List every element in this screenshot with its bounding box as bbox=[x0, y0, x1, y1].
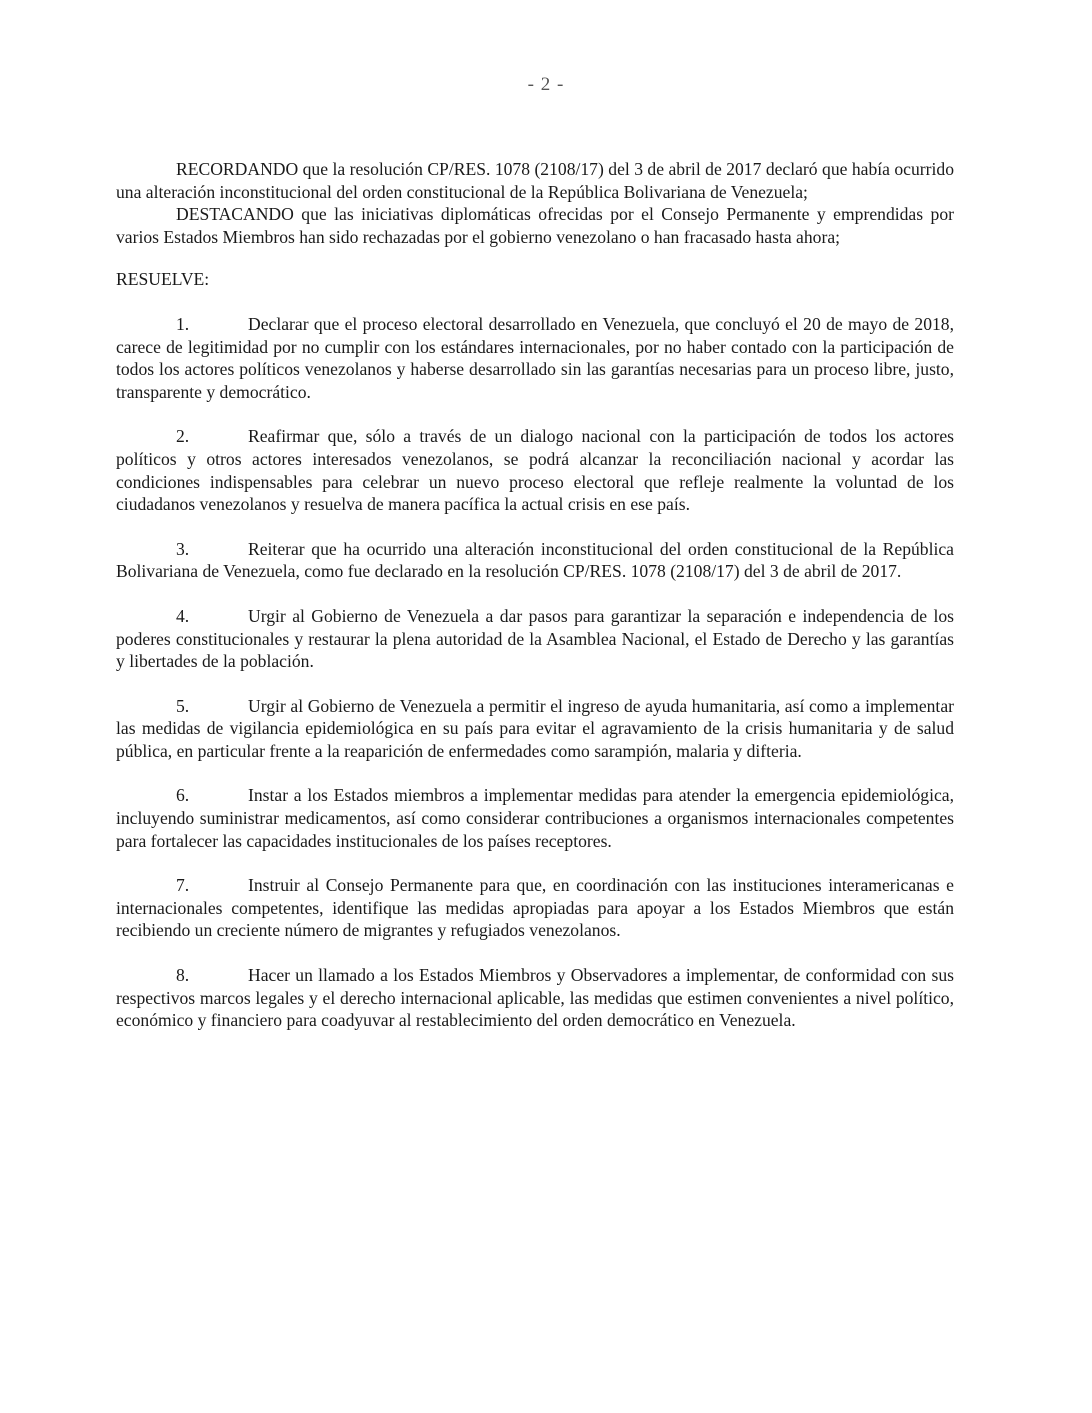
resolution-item-3 bbox=[116, 538, 954, 583]
preamble-recordando: RECORDANDO que la resolución CP/RES. 1078 (2108/17) del 3 de abril de 2017 declaró que había ocurrido una alteración inconstitucional del orden constitucional de la República Bolivariana de Venezuela; bbox=[116, 159, 954, 202]
item-number: 5. bbox=[176, 695, 190, 716]
item-text: Instruir al Consejo Permanente para que, en coordinación con las instituciones interamericanas e internacionales competentes, identifique las medidas apropiadas para apoyar a los Estados Miembros que están recibiendo un creciente número de migrantes y refugiados venezolanos. bbox=[116, 875, 954, 941]
resolution-item-4 bbox=[116, 605, 954, 673]
preamble-destacando: DESTACANDO que las iniciativas diplomáticas ofrecidas por el Consejo Permanente y emprendidas por varios Estados Miembros han sido rechazadas por el gobierno venezolano o han fracasado hasta ahora; bbox=[116, 204, 954, 247]
item-text: Reiterar que ha ocurrido una alteración inconstitucional del orden constitucional de la República Bolivariana de Venezuela, como fue declarado en la resolución CP/RES. 1078 (2108/17) del 3 de abril de 2017. bbox=[116, 538, 954, 582]
item-number: 4. bbox=[176, 605, 190, 626]
item-number: 6. bbox=[176, 785, 190, 806]
item-text: Hacer un llamado a los Estados Miembros y Observadores a implementar, de conformidad con sus respectivos marcos legales y el derecho internacional aplicable, las medidas que estimen convenientes a nivel político, económico y financiero para coadyuvar al restablecimiento del orden democrático en Venezuela. bbox=[116, 965, 954, 1031]
resolution-item-6 bbox=[116, 784, 954, 852]
item-text: Reafirmar que, sólo a través de un dialogo nacional con la participación de todos los actores políticos y otros actores interesados venezolanos, se podrá alcanzar la reconciliación nacional y acordar las condiciones indispensables para celebrar un nuevo proceso electoral que refleje realmente la voluntad de los ciudadanos venezolanos y resuelva de manera pacífica la actual crisis en ese país. bbox=[116, 426, 954, 515]
item-text: Instar a los Estados miembros a implementar medidas para atender la emergencia epidemiológica, incluyendo suministrar medicamentos, así como considerar contribuciones a organismos internacionales competentes para fortalecer las capacidades institucionales de los países receptores. bbox=[116, 785, 954, 851]
item-number: 7. bbox=[176, 875, 190, 896]
item-number: 2. bbox=[176, 426, 190, 447]
item-number: 3. bbox=[176, 538, 190, 559]
page-number: - 2 - bbox=[527, 74, 565, 95]
resuelve-heading: RESUELVE: bbox=[116, 269, 210, 290]
resolution-item-1 bbox=[116, 313, 954, 403]
resolution-item-7 bbox=[116, 874, 954, 942]
item-text: Declarar que el proceso electoral desarrollado en Venezuela, que concluyó el 20 de mayo de 2018, carece de legitimidad por no cumplir con los estándares internacionales, por no haber contado con la participación de todos los actores políticos venezolanos y haberse desarrollado sin las garantías necesarias para un proceso libre, justo, transparente y democrático. bbox=[116, 313, 954, 402]
item-number: 8. bbox=[176, 965, 190, 986]
item-text: Urgir al Gobierno de Venezuela a dar pasos para garantizar la separación e independencia de los poderes constitucionales y restaurar la plena autoridad de la Asamblea Nacional, el Estado de Derecho y las garantías y libertades de la población. bbox=[116, 605, 954, 672]
document-body bbox=[116, 158, 954, 1054]
resolution-item-5 bbox=[116, 695, 954, 763]
item-text: Urgir al Gobierno de Venezuela a permitir el ingreso de ayuda humanitaria, así como a implementar las medidas de vigilancia epidemiológica en su país para evitar el agravamiento de la crisis humanitaria y de salud pública, en particular frente a la reaparición de enfermedades como sarampión, malaria y difteria. bbox=[116, 695, 954, 761]
resolution-item-2 bbox=[116, 425, 954, 515]
resolution-item-8 bbox=[116, 964, 954, 1032]
item-number: 1. bbox=[176, 313, 190, 334]
